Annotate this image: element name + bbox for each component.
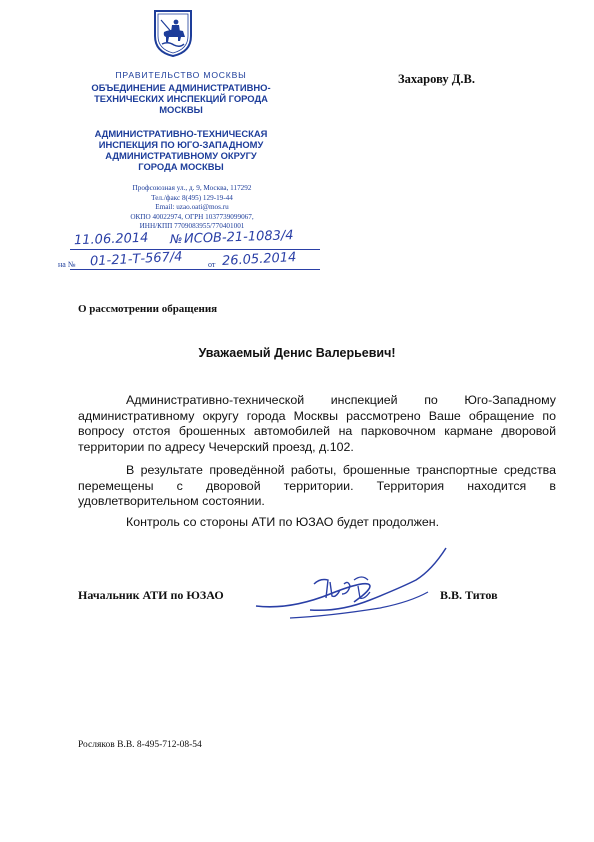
org1-line: МОСКВЫ [159, 104, 203, 115]
signatory-title: Начальник АТИ по ЮЗАО [78, 588, 224, 602]
org2-line: ГОРОДА МОСКВЫ [138, 161, 224, 172]
registration-number-prefix: № [169, 231, 183, 247]
registration-underline [70, 248, 320, 250]
reference-date-prefix: от [208, 260, 216, 269]
executor-contact: Росляков В.В. 8-495-712-08-54 [78, 740, 202, 750]
body-paragraph-2 [78, 463, 556, 510]
moscow-coat-of-arms-icon [152, 8, 194, 58]
org1-line: ОБЪЕДИНЕНИЕ АДМИНИСТРАТИВНО- [91, 82, 271, 93]
org2-line: ИНСПЕКЦИЯ ПО ЮГО-ЗАПАДНОМУ [98, 139, 264, 150]
reference-date: 26.05.2014 [221, 250, 297, 269]
signatory-name: В.В. Титов [440, 588, 498, 602]
okpo-line: ОКПО 40022974, ОГРН 1037739099067, [130, 212, 254, 221]
org2-line: АДМИНИСТРАТИВНО-ТЕХНИЧЕСКАЯ [94, 128, 268, 139]
reference-prefix: на № [58, 260, 76, 269]
government-title: ПРАВИТЕЛЬСТВО МОСКВЫ [115, 70, 247, 80]
inspection-name [56, 128, 306, 172]
body-line: перемещены с дворовой территории. Территория находится в [78, 478, 556, 493]
greeting: Уважаемый Денис Валерьевич! [198, 346, 396, 360]
body-line: административному округу города Москвы рассмотрено Ваше обращение по [78, 408, 556, 423]
email-line: Email: uzao.oati@mos.ru [155, 203, 229, 212]
handwritten-signature [250, 540, 450, 640]
body-line: территории по адресу Чечерский проезд, д.102. [78, 439, 354, 454]
body-paragraph-1 [78, 393, 556, 455]
address-line: Профсоюзная ул., д. 9, Москва, 117292 [132, 184, 252, 192]
inn-line: ИНН/КПП 7709083955/770401001 [139, 222, 245, 231]
org2-line: АДМИНИСТРАТИВНОМУ ОКРУГУ [105, 150, 257, 161]
body-paragraph-3: Контроль со стороны АТИ по ЮЗАО будет продолжен. [126, 515, 440, 529]
registration-date: 11.06.2014 [73, 230, 149, 249]
body-line: В результате проведённой работы, брошенные транспортные средства [126, 463, 556, 477]
organization-name [56, 82, 306, 115]
body-line: Административно-технической инспекцией по Юго-Западному [126, 393, 556, 407]
reference-number: 01-21-Т-567/4 [89, 249, 183, 270]
addressee: Захарову Д.В. [398, 72, 475, 86]
subject-line: О рассмотрении обращения [78, 303, 218, 315]
phone-line: Тел./факс 8(495) 129-19-44 [151, 193, 233, 202]
body-line: удовлетворительном состоянии. [78, 494, 265, 508]
org1-line: ТЕХНИЧЕСКИХ ИНСПЕКЦИЙ ГОРОДА [94, 93, 268, 104]
body-line: вопросу отстоя брошенных автомобилей на парковочном кармане дворовой [78, 424, 556, 438]
registration-number: ИСОВ-21-1083/4 [183, 228, 294, 247]
